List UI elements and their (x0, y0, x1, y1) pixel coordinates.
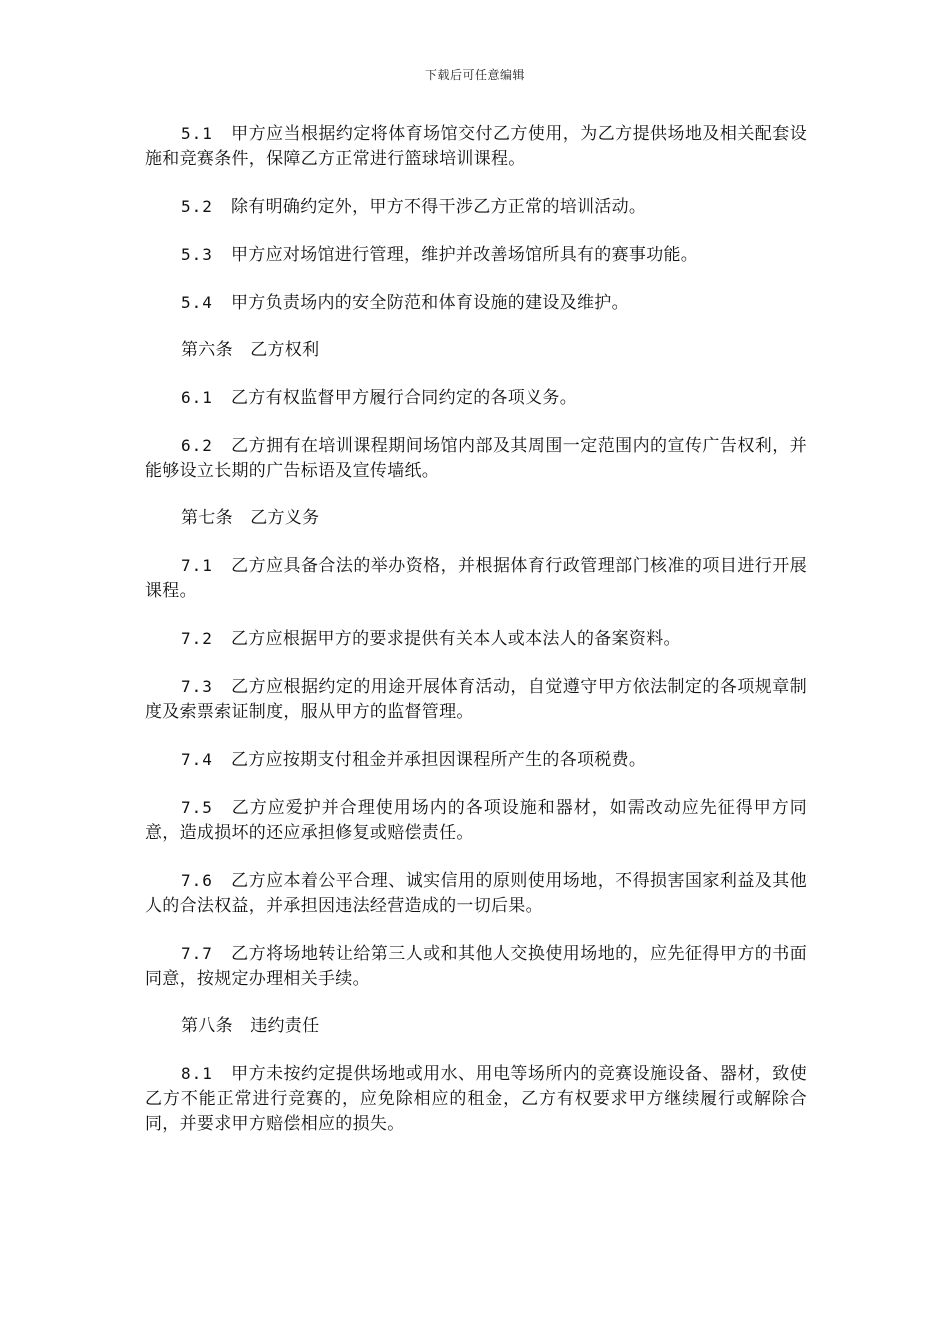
clause-6-1 (145, 385, 807, 411)
clause-number: 7.5 (181, 798, 213, 817)
clause-5-3 (145, 242, 807, 268)
clause-text: 乙方应根据约定的用途开展体育活动，自觉遵守甲方依法制定的各项规章制度及索票索证制度，服从甲方的监督管理。 (145, 677, 807, 722)
clause-text: 乙方应爱护并合理使用场内的各项设施和器材，如需改动应先征得甲方同意，造成损坏的还应承担修复或赔偿责任。 (145, 798, 807, 843)
article-6-heading: 第六条 乙方权利 (181, 340, 320, 360)
clause-number: 8.1 (181, 1064, 213, 1083)
document-body (145, 121, 807, 1159)
clause-text: 乙方应按期支付租金并承担因课程所产生的各项税费。 (231, 750, 647, 770)
clause-6-2 (145, 433, 807, 484)
clause-number: 5.1 (181, 124, 213, 143)
clause-text: 乙方将场地转让给第三人或和其他人交换使用场地的，应先征得甲方的书面同意，按规定办理相关手续。 (145, 944, 807, 989)
clause-5-2 (145, 194, 807, 220)
clause-text: 乙方拥有在培训课程期间场馆内部及其周围一定范围内的宣传广告权利，并能够设立长期的广告标语及宣传墙纸。 (145, 436, 807, 481)
clause-text: 除有明确约定外，甲方不得干涉乙方正常的培训活动。 (231, 197, 647, 217)
clause-text: 乙方应本着公平合理、诚实信用的原则使用场地，不得损害国家利益及其他人的合法权益，并承担因违法经营造成的一切后果。 (145, 871, 807, 916)
article-8-heading: 第八条 违约责任 (181, 1016, 320, 1036)
clause-number: 6.2 (181, 436, 213, 455)
clause-5-4 (145, 290, 807, 316)
clause-text: 甲方未按约定提供场地或用水、用电等场所内的竞赛设施设备、器材，致使乙方不能正常进行竞赛的，应免除相应的租金，乙方有权要求甲方继续履行或解除合同，并要求甲方赔偿相应的损失。 (145, 1064, 807, 1134)
clause-number: 5.4 (181, 293, 213, 312)
clause-7-1 (145, 553, 807, 604)
clause-text: 乙方应具备合法的举办资格，并根据体育行政管理部门核准的项目进行开展课程。 (145, 556, 807, 601)
clause-number: 6.1 (181, 388, 213, 407)
clause-5-1 (145, 121, 807, 172)
clause-number: 7.2 (181, 629, 213, 648)
clause-text: 甲方应当根据约定将体育场馆交付乙方使用，为乙方提供场地及相关配套设施和竞赛条件，保障乙方正常进行篮球培训课程。 (145, 124, 807, 169)
clause-7-2 (145, 626, 807, 652)
clause-7-3 (145, 674, 807, 725)
clause-number: 5.2 (181, 197, 213, 216)
page-header: 下载后可任意编辑 (424, 68, 525, 82)
article-7-heading: 第七条 乙方义务 (181, 508, 320, 528)
clause-number: 7.1 (181, 556, 213, 575)
clause-number: 7.7 (181, 944, 213, 963)
clause-text: 乙方有权监督甲方履行合同约定的各项义务。 (231, 388, 577, 408)
clause-7-4 (145, 747, 807, 773)
clause-7-6 (145, 868, 807, 919)
clause-text: 甲方应对场馆进行管理，维护并改善场馆所具有的赛事功能。 (231, 245, 699, 265)
clause-8-1 (145, 1061, 807, 1137)
clause-number: 7.4 (181, 750, 213, 769)
clause-7-7 (145, 941, 807, 992)
clause-number: 7.6 (181, 871, 213, 890)
clause-number: 7.3 (181, 677, 213, 696)
clause-text: 甲方负责场内的安全防范和体育设施的建设及维护。 (231, 293, 629, 313)
clause-number: 5.3 (181, 245, 213, 264)
clause-7-5 (145, 795, 807, 846)
clause-text: 乙方应根据甲方的要求提供有关本人或本法人的备案资料。 (231, 629, 681, 649)
